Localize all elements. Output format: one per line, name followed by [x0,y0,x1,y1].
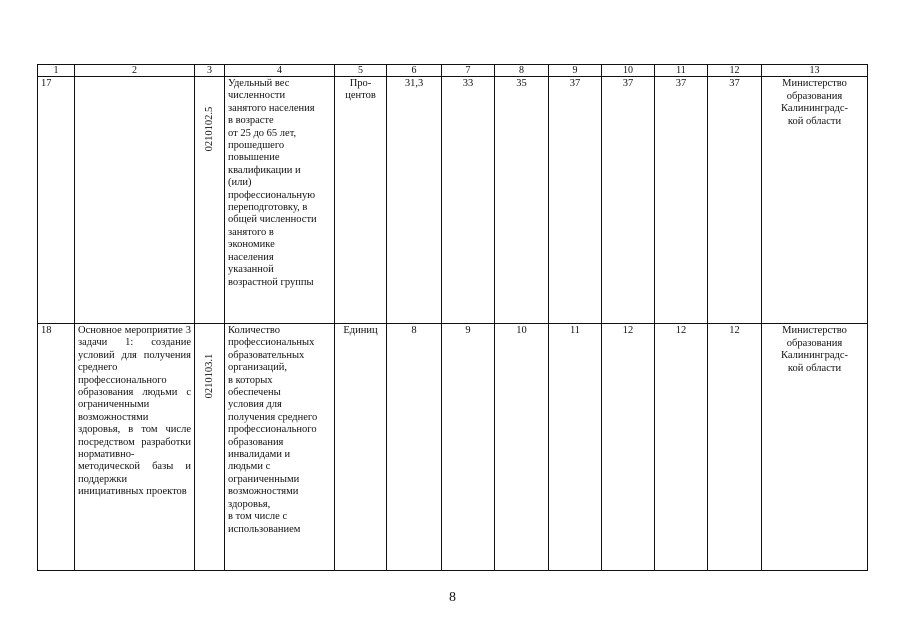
unit-cell: Про- центов [335,77,387,324]
row-number: 17 [38,77,75,324]
value-cell: 8 [387,324,442,571]
header-cell: 10 [602,65,655,77]
value-cell: 37 [708,77,762,324]
header-cell: 13 [762,65,868,77]
event-cell [75,77,195,324]
header-cell: 3 [195,65,225,77]
table-row [38,77,868,324]
value-cell: 37 [655,77,708,324]
page-number: 8 [449,590,456,605]
value-cell: 12 [655,324,708,571]
agency-cell: Министерство образования Калининградс- кой области [762,324,868,571]
header-cell: 2 [75,65,195,77]
value-cell: 35 [495,77,549,324]
agency-cell: Министерство образования Калининградс- кой области [762,77,868,324]
value-cell: 12 [708,324,762,571]
value-cell: 9 [442,324,495,571]
value-cell: 12 [602,324,655,571]
header-cell: 8 [495,65,549,77]
header-cell: 6 [387,65,442,77]
table-row [38,324,868,571]
code-cell [195,324,225,571]
header-cell: 11 [655,65,708,77]
indicator-cell: Удельный вес численности занятого населения в возрасте от 25 до 65 лет, прошедшего повышение квалификации и (или) профессиональную переподготовку, в общей численности занятого в экономике населения указанной возрастной группы [225,77,335,324]
code-cell [195,77,225,324]
value-cell: 10 [495,324,549,571]
header-cell: 12 [708,65,762,77]
event-cell: Основное мероприятие 3 задачи 1: создание условий для получения среднего профессионального образования людьми с ограниченными возможностями здоровья, в том числе посредством разработки нормативно-методической базы и поддержки инициативных проектов [75,324,195,571]
indicator-code: 0210103.1 [203,353,215,399]
unit-cell: Единиц [335,324,387,571]
indicators-table [37,64,868,571]
column-number-row [38,65,868,77]
header-cell: 9 [549,65,602,77]
value-cell: 37 [549,77,602,324]
value-cell: 31,3 [387,77,442,324]
row-number: 18 [38,324,75,571]
value-cell: 33 [442,77,495,324]
header-cell: 5 [335,65,387,77]
indicator-code: 0210102.5 [203,106,215,152]
header-cell: 4 [225,65,335,77]
value-cell: 37 [602,77,655,324]
value-cell: 11 [549,324,602,571]
header-cell: 7 [442,65,495,77]
indicator-cell: Количество профессиональных образовательных организаций, в которых обеспечены условия для получения среднего профессионального образования инвалидами и людьми с ограниченными возможностями здоровья, в том числе с использованием [225,324,335,571]
header-cell: 1 [38,65,75,77]
